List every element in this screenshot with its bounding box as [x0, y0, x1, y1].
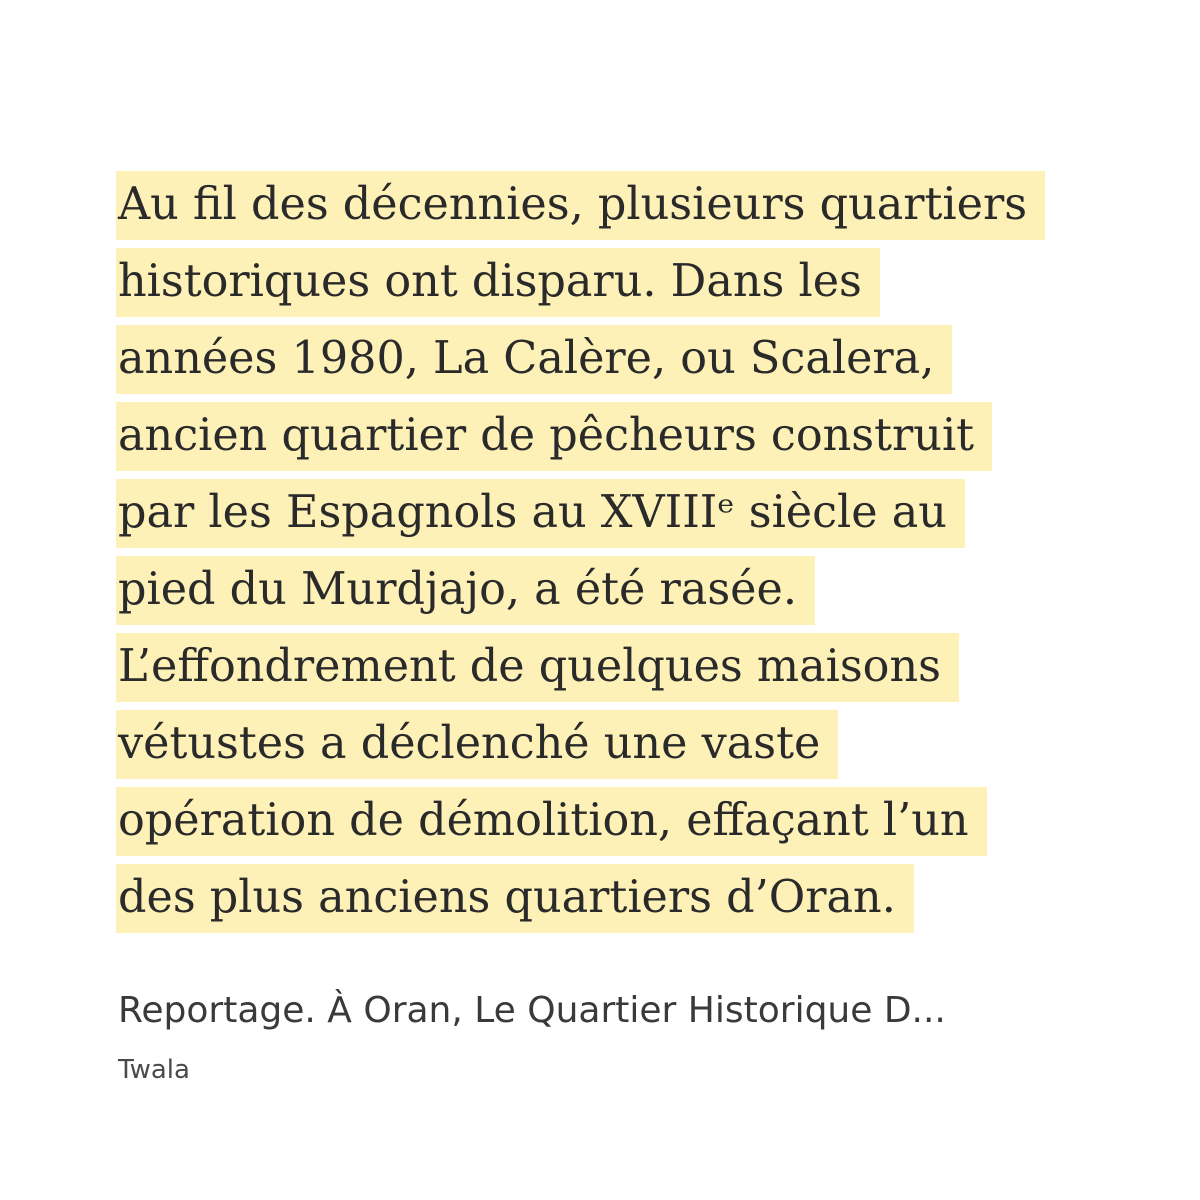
- quote-highlight: L’effondrement de quelques maisons: [116, 633, 959, 702]
- quote-highlight: historiques ont disparu. Dans les: [116, 248, 880, 317]
- quote-highlight: par les Espagnols au XVIIIᵉ siècle au: [116, 479, 965, 548]
- quote-line-4: [116, 397, 1116, 474]
- quote-line-3: [116, 320, 1116, 397]
- quote-highlight: années 1980, La Calère, ou Scalera,: [116, 325, 952, 394]
- quote-line-10: [116, 859, 1116, 936]
- quote-line-7: [116, 628, 1116, 705]
- highlighted-quote[interactable]: [116, 166, 1116, 936]
- source-site-name: Twala: [118, 1055, 190, 1085]
- quote-line-2: [116, 243, 1116, 320]
- quote-highlight: vétustes a déclenché une vaste: [116, 710, 838, 779]
- source-title-link[interactable]: Reportage. À Oran, Le Quartier Historique D...: [118, 990, 946, 1031]
- quote-highlight: ancien quartier de pêcheurs construit: [116, 402, 992, 471]
- quote-highlight: des plus anciens quartiers d’Oran.: [116, 864, 914, 933]
- quote-highlight: pied du Murdjajo, a été rasée.: [116, 556, 815, 625]
- quote-line-8: [116, 705, 1116, 782]
- quote-line-6: [116, 551, 1116, 628]
- quote-highlight: Au fil des décennies, plusieurs quartiers: [116, 171, 1045, 240]
- quote-line-9: [116, 782, 1116, 859]
- quote-highlight: opération de démolition, effaçant l’un: [116, 787, 987, 856]
- quote-line-1: [116, 166, 1116, 243]
- quote-line-5: [116, 474, 1116, 551]
